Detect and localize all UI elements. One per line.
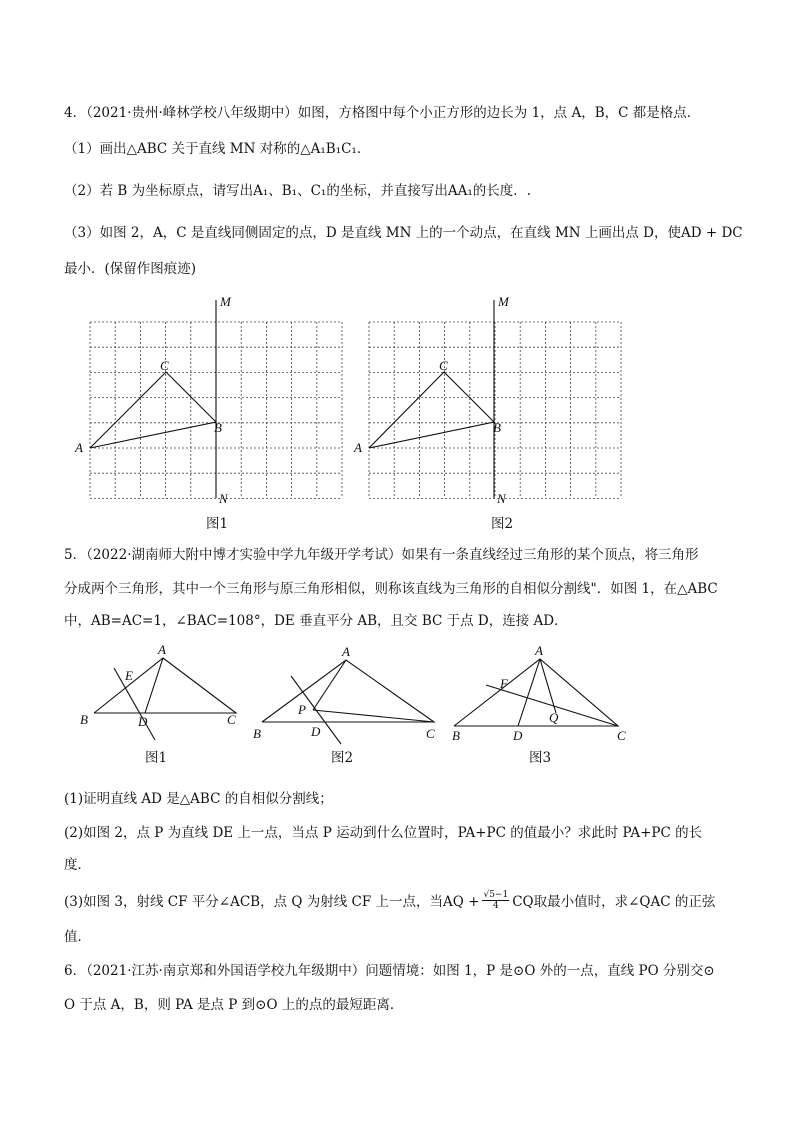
q5-sub2-line1: (2)如图 2，点 P 为直线 DE 上一点，当点 P 运动到什么位置时，PA+PC 的值最小？求此时 PA+PC 的长 (64, 825, 703, 841)
fig1-label-A: A (75, 440, 83, 455)
fig1-label-B: B (214, 420, 222, 435)
q5-line2: 分成两个三角形，其中一个三角形与原三角形相似，则称该直线为三角形的自相似分割线"．如图 1，在△ABC (64, 581, 718, 597)
q5-sub3-prefix: (3)如图 3，射线 CF 平分∠ACB，点 Q 为射线 CF 上一点，当AQ + (64, 894, 480, 910)
q5f2-label-A: A (342, 644, 350, 659)
q5f1-label-B: B (80, 712, 88, 727)
q5-sub3-line1 (64, 892, 715, 913)
q4-part2: （2）若 B 为坐标原点，请写出A₁、B₁、C₁的坐标，并直接写出AA₁的长度．. (64, 183, 532, 199)
fig2-label-N: N (497, 491, 506, 506)
q5-fig2-caption: 图2 (331, 750, 354, 766)
q5f3-label-B: B (452, 728, 460, 743)
q5f1-label-C: C (227, 712, 236, 727)
q4-stem: 4．（2021·贵州·峰林学校八年级期中）如图，方格图中每个小正方形的边长为 1，点 A，B，C 都是格点． (64, 105, 701, 121)
q5f2-label-P: P (298, 702, 306, 717)
q5-fig1-caption: 图1 (145, 750, 168, 766)
q6-line1: 6．（2021·江苏·南京郑和外国语学校九年级期中）问题情境：如图 1，P 是⊙O 外的一点，直线 PO 分别交⊙ (64, 963, 715, 979)
fig2-label-A: A (354, 440, 362, 455)
q5f3-label-Q: Q (549, 710, 559, 725)
fig2-label-C: C (439, 358, 448, 373)
q5f3-label-F: F (500, 676, 508, 691)
q5f1-label-E: E (125, 668, 133, 683)
q4-fig1-caption: 图1 (206, 516, 229, 532)
fig1-label-C: C (160, 358, 169, 373)
q5f1-label-D: D (138, 714, 148, 729)
q5f1-label-A: A (158, 642, 166, 657)
q5f2-label-C: C (426, 726, 435, 741)
fig1-label-N: N (219, 491, 228, 506)
q6-line2: O 于点 A，B，则 PA 是点 P 到⊙O 上的点的最短距离． (64, 997, 404, 1013)
q5-line1: 5．（2022·湖南师大附中博才实验中学九年级开学考试）如果有一条直线经过三角形的某个顶点，将三角形 (64, 547, 699, 563)
q4-part3-line1: （3）如图 2，A，C 是直线同侧固定的点，D 是直线 MN 上的一个动点，在直线 MN 上画出点 D，使AD + DC (64, 225, 743, 241)
fig2-label-B: B (493, 420, 501, 435)
q4-part1: （1）画出△ABC 关于直线 MN 对称的△A₁B₁C₁． (64, 141, 371, 157)
q5f3-label-A: A (535, 643, 543, 658)
q4-fig2-caption: 图2 (491, 516, 514, 532)
q4-part3-line2: 最小．(保留作图痕迹) (64, 261, 197, 277)
q5-line3: 中，AB=AC=1，∠BAC=108°，DE 垂直平分 AB，且交 BC 于点 D，连接 AD． (64, 613, 568, 629)
q5f2-label-B: B (253, 726, 261, 741)
fig1-label-M: M (220, 294, 231, 309)
q5-sub3-line2: 值． (64, 929, 91, 945)
q5-fig3-caption: 图3 (529, 750, 552, 766)
q5f3-label-D: D (513, 728, 523, 743)
fig2-label-M: M (498, 294, 509, 309)
fraction (482, 890, 509, 911)
q5f2-label-D: D (311, 724, 321, 739)
fraction-denominator: 4 (492, 901, 499, 911)
q5-sub2-line2: 度． (64, 857, 91, 873)
q5-sub3-suffix: CQ取最小值时，求∠QAC 的正弦 (512, 894, 716, 910)
q5-sub1: (1)证明直线 AD 是△ABC 的自相似分割线； (64, 791, 333, 807)
q5f3-label-C: C (617, 728, 626, 743)
fraction-numerator: √5−1 (483, 890, 509, 900)
